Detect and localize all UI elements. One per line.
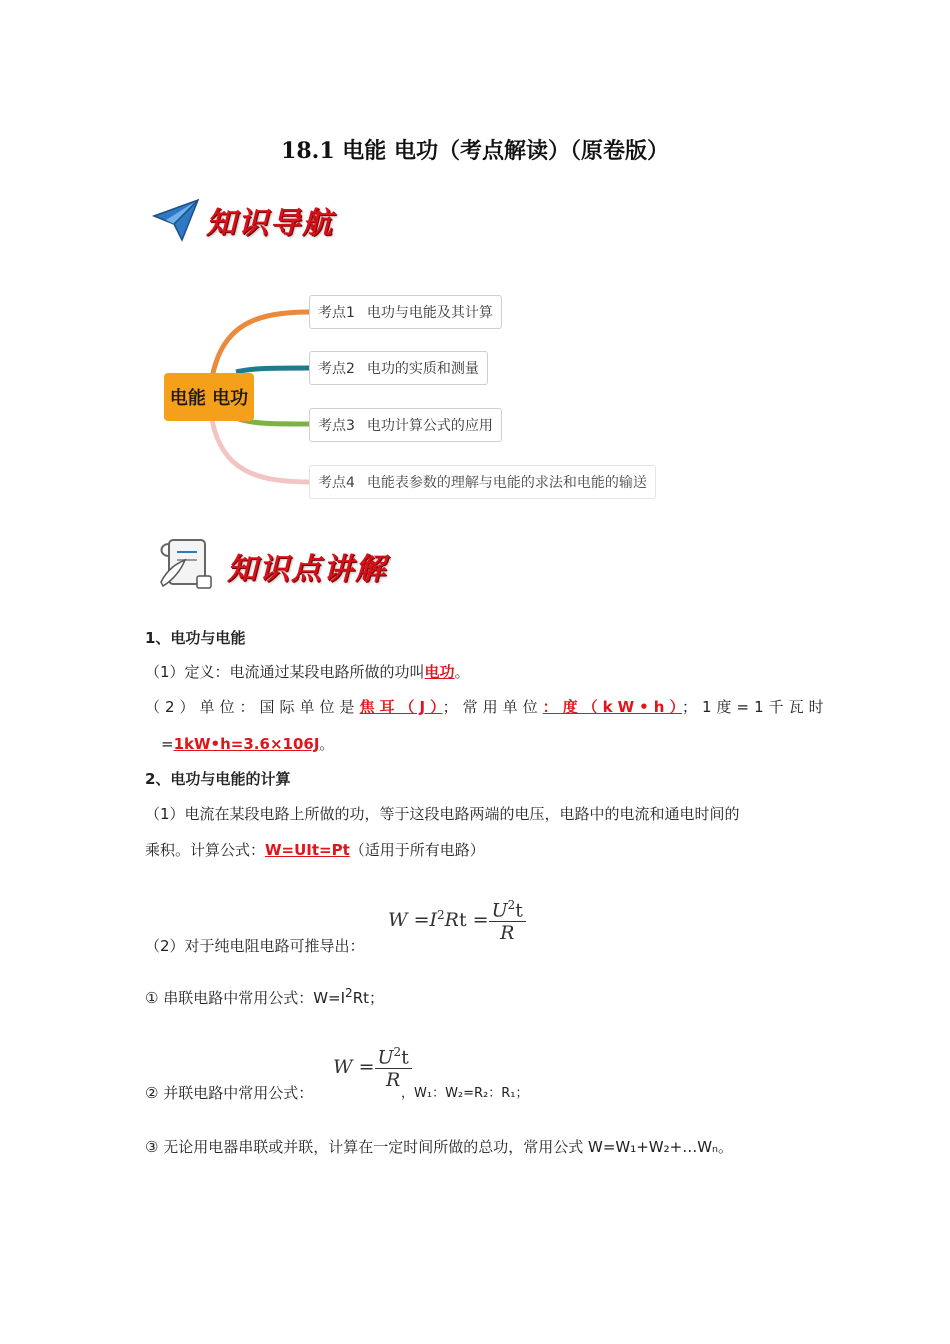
node-text: 电功与电能及其计算	[366, 305, 493, 321]
node-text: 电能表参数的理解与电能的求法和电能的输送	[366, 475, 647, 491]
key-term: 电功	[424, 663, 455, 681]
node-num: 考点4	[318, 475, 355, 491]
page-title: 18.1 电能 电功（考点解读）（原卷版）	[281, 138, 669, 164]
section-heading: 2、电功与电能的计算	[145, 770, 291, 788]
banner-navigation	[150, 190, 410, 250]
mindmap-node-3	[309, 408, 502, 442]
branch-2	[236, 368, 310, 372]
key-term: 焦耳（J）	[359, 698, 443, 716]
node-text: 电功的实质和测量	[366, 361, 479, 377]
node-num: 考点3	[318, 418, 355, 434]
mindmap-node-4	[309, 465, 656, 499]
formula-pure-resistor: $W =I^2Rt$ = $\frac{U^2t}{R}$	[388, 898, 526, 944]
list-item: ③ 无论用电器串联或并联，计算在一定时间所做的总功，常用公式 W=W₁+W₂+…Wₙ。	[145, 1138, 734, 1156]
node-num: 考点2	[318, 361, 355, 377]
section-heading: 1、电功与电能	[145, 629, 246, 647]
list-item: ① 串联电路中常用公式：$W=I^2Rt$；	[145, 986, 384, 1007]
banner-title: 知识点讲解	[227, 552, 387, 587]
scroll-quill-icon	[155, 536, 217, 594]
banner-knowledge	[155, 532, 435, 598]
paragraph-line: 乘积。计算公式：W=UIt=Pt（适用于所有电路）	[145, 841, 485, 859]
paragraph-line: （2）对于纯电阻电路可推导出：	[145, 937, 365, 955]
mindmap-node-1	[309, 295, 502, 329]
key-term: 1kW•h=3.6×106J	[173, 735, 320, 753]
mindmap-center: 电能 电功	[164, 373, 254, 421]
banner-title: 知识导航	[206, 206, 334, 241]
conversion-line: =1kW•h=3.6×106J。	[161, 735, 335, 753]
branch-4	[212, 420, 310, 482]
node-text: 电功计算公式的应用	[366, 418, 493, 434]
mindmap-node-2	[309, 351, 488, 385]
formula-parallel: W = $\frac{U^2t}{R}$	[333, 1045, 412, 1091]
unit-line: （2）单位：国际单位是焦耳（J）；常用单位：度（kW•h）；1度=1千瓦时	[145, 698, 829, 716]
formula-ratio: ，W₁：W₂=R₂：R₁；	[401, 1086, 529, 1101]
paragraph-line: （1）电流在某段电路上所做的功，等于这段电路两端的电压，电路中的电流和通电时间的	[145, 805, 740, 823]
list-item: ② 并联电路中常用公式：	[145, 1084, 314, 1102]
definition-line: （1）定义：电流通过某段电路所做的功叫电功。	[145, 663, 470, 681]
node-num: 考点1	[318, 305, 355, 321]
key-term: ：度（kW•h）	[542, 698, 682, 716]
paper-plane-icon	[152, 198, 200, 242]
key-formula: W=UIt=Pt	[265, 841, 350, 859]
